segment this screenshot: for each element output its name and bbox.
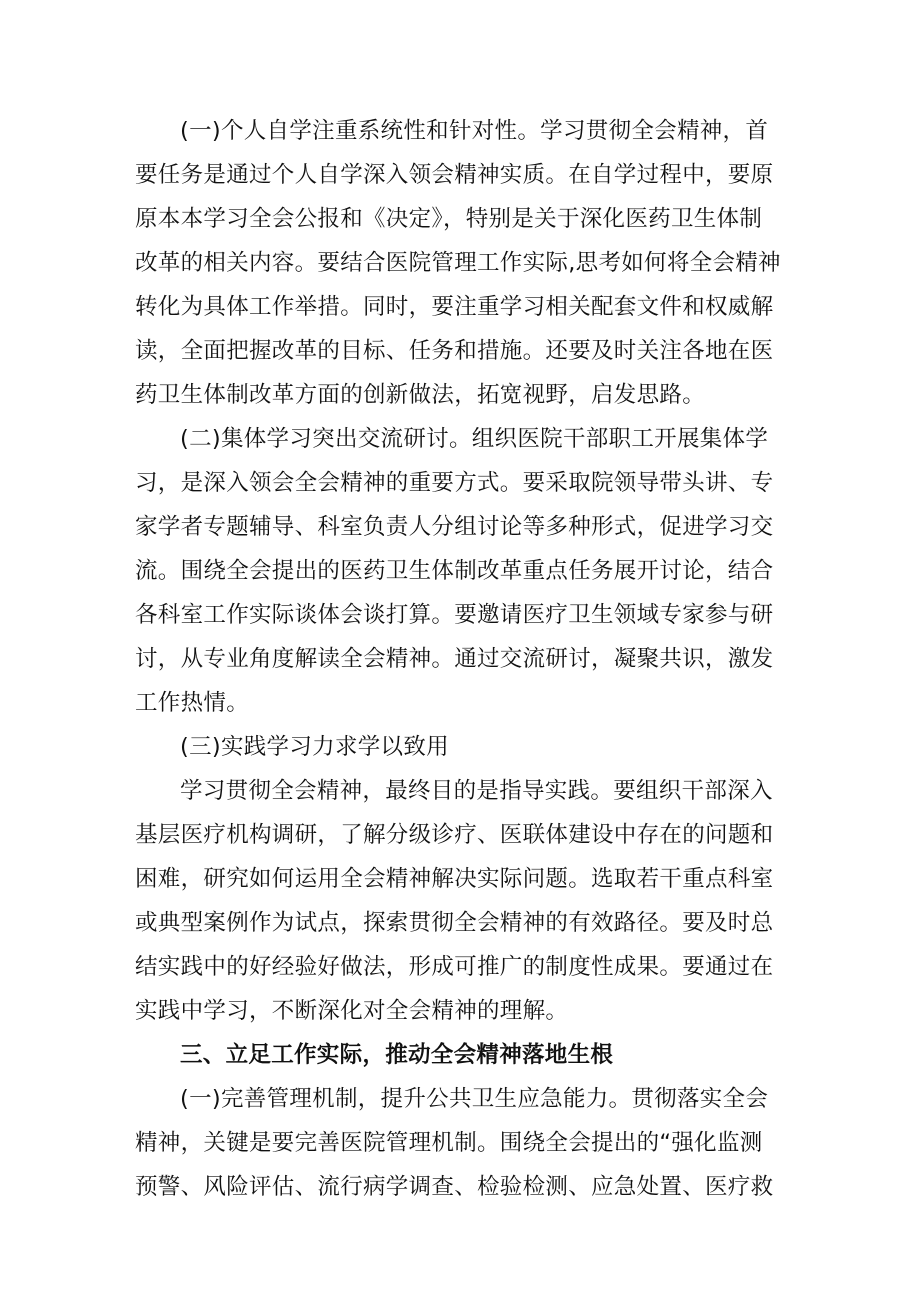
paragraph-line: 预警、风险评估、流行病学调查、检验检测、应急处置、医疗救 [135,1174,774,1200]
paragraph-line: 精神，关键是要完善医院管理机制。围绕全会提出的“强化监测 [135,1130,763,1156]
paragraph-line: 要任务是通过个人自学深入领会精神实质。在自学过程中，要原 [135,162,774,188]
paragraph-line: (一)个人自学注重系统性和针对性。学习贯彻全会精神，首 [180,118,769,144]
paragraph-line: (一)完善管理机制，提升公共卫生应急能力。贯彻落实全会 [180,1086,769,1112]
paragraph-line: 结实践中的好经验好做法，形成可推广的制度性成果。要通过在 [135,954,774,980]
paragraph-line: 实践中学习，不断深化对全会精神的理解。 [135,998,569,1024]
paragraph-line: 基层医疗机构调研，了解分级诊疗、医联体建设中存在的问题和 [135,822,774,848]
paragraph-line: 读，全面把握改革的目标、任务和措施。还要及时关注各地在医 [135,338,774,364]
subheading: (三)实践学习力求学以致用 [180,734,449,760]
paragraph-line: 改革的相关内容。要结合医院管理工作实际,思考如何将全会精神 [135,250,781,276]
paragraph-line: 或典型案例作为试点，探索贯彻全会精神的有效路径。要及时总 [135,910,774,936]
paragraph-line: 药卫生体制改革方面的创新做法，拓宽视野，启发思路。 [135,382,706,408]
paragraph-line: 讨，从专业角度解读全会精神。通过交流研讨，凝聚共识，激发 [135,646,774,672]
paragraph-line: 家学者专题辅导、科室负责人分组讨论等多种形式，促进学习交 [135,514,774,540]
paragraph-line: 原本本学习全会公报和《决定》，特别是关于深化医药卫生体制 [135,206,763,232]
paragraph-line: 工作热情。 [135,690,250,716]
paragraph-line: (二)集体学习突出交流研讨。组织医院干部职工开展集体学 [180,426,769,452]
paragraph-line: 学习贯彻全会精神，最终目的是指导实践。要组织干部深入 [180,778,773,804]
paragraph-line: 习，是深入领会全会精神的重要方式。要采取院领导带头讲、专 [135,470,774,496]
paragraph-line: 转化为具体工作举措。同时，要注重学习相关配套文件和权威解 [135,294,774,320]
paragraph-line: 各科室工作实际谈体会谈打算。要邀请医疗卫生领域专家参与研 [135,602,774,628]
section-heading: 三、立足工作实际，推动全会精神落地生根 [180,1042,614,1068]
paragraph-line: 流。围绕全会提出的医药卫生体制改革重点任务展开讨论，结合 [135,558,774,584]
paragraph-line: 困难，研究如何运用全会精神解决实际问题。选取若干重点科室 [135,866,774,892]
